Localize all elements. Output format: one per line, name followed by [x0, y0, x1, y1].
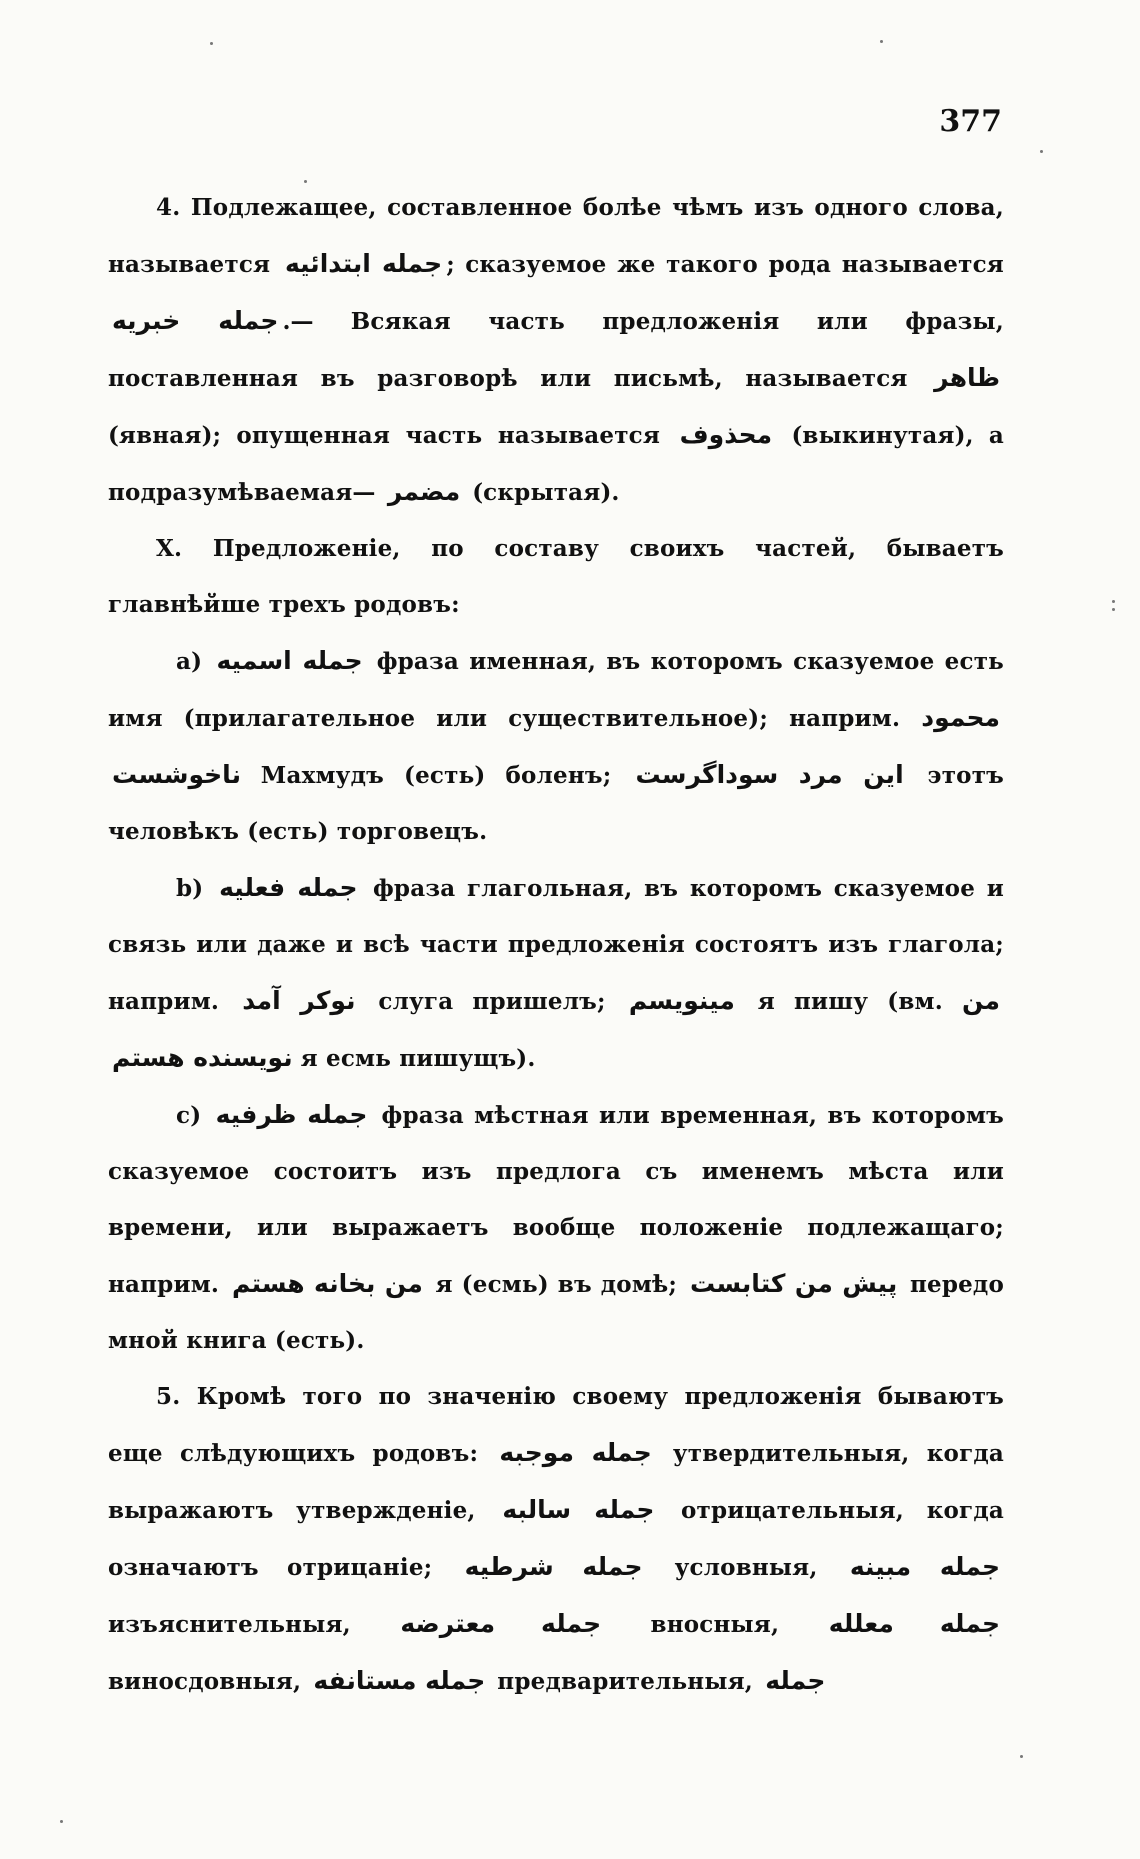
text-run: этотъ человѣкъ (есть) торговецъ. — [108, 762, 1004, 845]
persian-term: مضمر — [387, 477, 461, 506]
text-run: я (есмь) въ домѣ; — [426, 1271, 687, 1298]
text-run: условныя, — [646, 1554, 846, 1581]
paragraph-a — [108, 633, 1004, 860]
text-run: 4. Подлежащее, составленное болѣе чѣмъ изъ одного слова, называется — [108, 194, 1004, 278]
persian-term: جمله فعلیه — [219, 873, 358, 902]
paragraph-5 — [108, 1369, 1004, 1710]
persian-term: جمله مبینه — [849, 1552, 1000, 1581]
text-run: я есмь пишущъ). — [292, 1045, 536, 1072]
text-run: я пишу (вм. — [738, 988, 963, 1015]
persian-term: جمله مستانفه — [313, 1666, 486, 1695]
paragraph-c — [108, 1087, 1004, 1369]
persian-term: پیش من کتابست — [690, 1269, 898, 1298]
text-run: утвердительныя, когда выражаютъ утвержденіе, — [108, 1440, 1004, 1524]
paragraph-x — [108, 521, 1004, 633]
persian-term: محمود ناخوشست — [112, 703, 1000, 789]
text-run: (явная); опущенная часть называется — [108, 422, 676, 449]
text-run: b) — [176, 875, 216, 902]
persian-term: ظاهر — [934, 363, 1000, 392]
page-number: 377 — [939, 104, 1002, 139]
text-run: c) — [176, 1102, 212, 1129]
persian-term: جمله خبریه — [112, 306, 279, 335]
persian-term: جمله سالبه — [502, 1495, 655, 1524]
text-run: слуга пришелъ; — [359, 988, 625, 1015]
text-run: X. Предложеніе, по составу своихъ частей, бываетъ главнѣйше трехъ родовъ: — [108, 535, 1004, 618]
persian-term: نوکر آمد — [242, 986, 356, 1015]
text-run: изъяснительныя, — [108, 1611, 397, 1638]
paragraph-b — [108, 860, 1004, 1087]
paragraph-4 — [108, 180, 1004, 521]
text-run: фраза глагольная, въ которомъ сказуемое и связь или даже и всѣ части предложенія состоятъ изъ глагола; наприм. — [108, 875, 1005, 1015]
text-run: передо мной книга (есть). — [108, 1271, 1005, 1354]
persian-term: جمله شرطیه — [464, 1552, 643, 1581]
persian-term: مینویسم — [628, 986, 735, 1015]
text-run: ; сказуемое же такого рода называется — [446, 251, 1004, 278]
persian-term: این مرد سوداگرست — [635, 760, 904, 789]
persian-term: جمله معلله — [828, 1609, 1000, 1638]
text-run: .— Всякая часть предложенія или фразы, поставленная въ разговорѣ или письмѣ, называется — [108, 308, 1004, 392]
text-run: Махмудъ (есть) боленъ; — [240, 762, 632, 789]
body-text — [108, 180, 1004, 1710]
text-run: (скрытая). — [464, 479, 620, 506]
persian-term: جمله موجبه — [499, 1438, 652, 1467]
persian-term: من نویسنده هستم — [112, 986, 1001, 1072]
text-run: фраза мѣстная или временная, въ которомъ сказуемое состоитъ изъ предлога съ именемъ мѣста или времени, или выражаетъ вообще положеніе подлежащаго; наприм. — [108, 1102, 1004, 1298]
persian-term: جمله اسمیه — [216, 646, 363, 675]
text-run: виносдовныя, — [108, 1668, 310, 1695]
text-run: a) — [176, 648, 213, 675]
persian-term: محذوف — [679, 420, 773, 449]
persian-term: من بخانه هستم — [232, 1269, 423, 1298]
text-run: предварительныя, — [489, 1668, 762, 1695]
text-run: вносныя, — [605, 1611, 825, 1638]
persian-term: جمله معترضه — [400, 1609, 602, 1638]
text-run: фраза именная, въ которомъ сказуемое есть имя (прилагательное или существительное); наприм. — [108, 648, 1004, 732]
persian-term: جمله ابتدائیه — [284, 249, 443, 278]
text-run: отрицательныя, когда означаютъ отрицаніе; — [108, 1497, 1004, 1581]
text-run: (выкинутая), а подразумѣваемая— — [108, 422, 1004, 506]
text-run: 5. Кромѣ того по значенію своему предложенія бываютъ еще слѣдующихъ родовъ: — [108, 1383, 1004, 1467]
persian-term: جمله ظرفیه — [215, 1100, 368, 1129]
persian-term: جمله — [765, 1666, 826, 1695]
